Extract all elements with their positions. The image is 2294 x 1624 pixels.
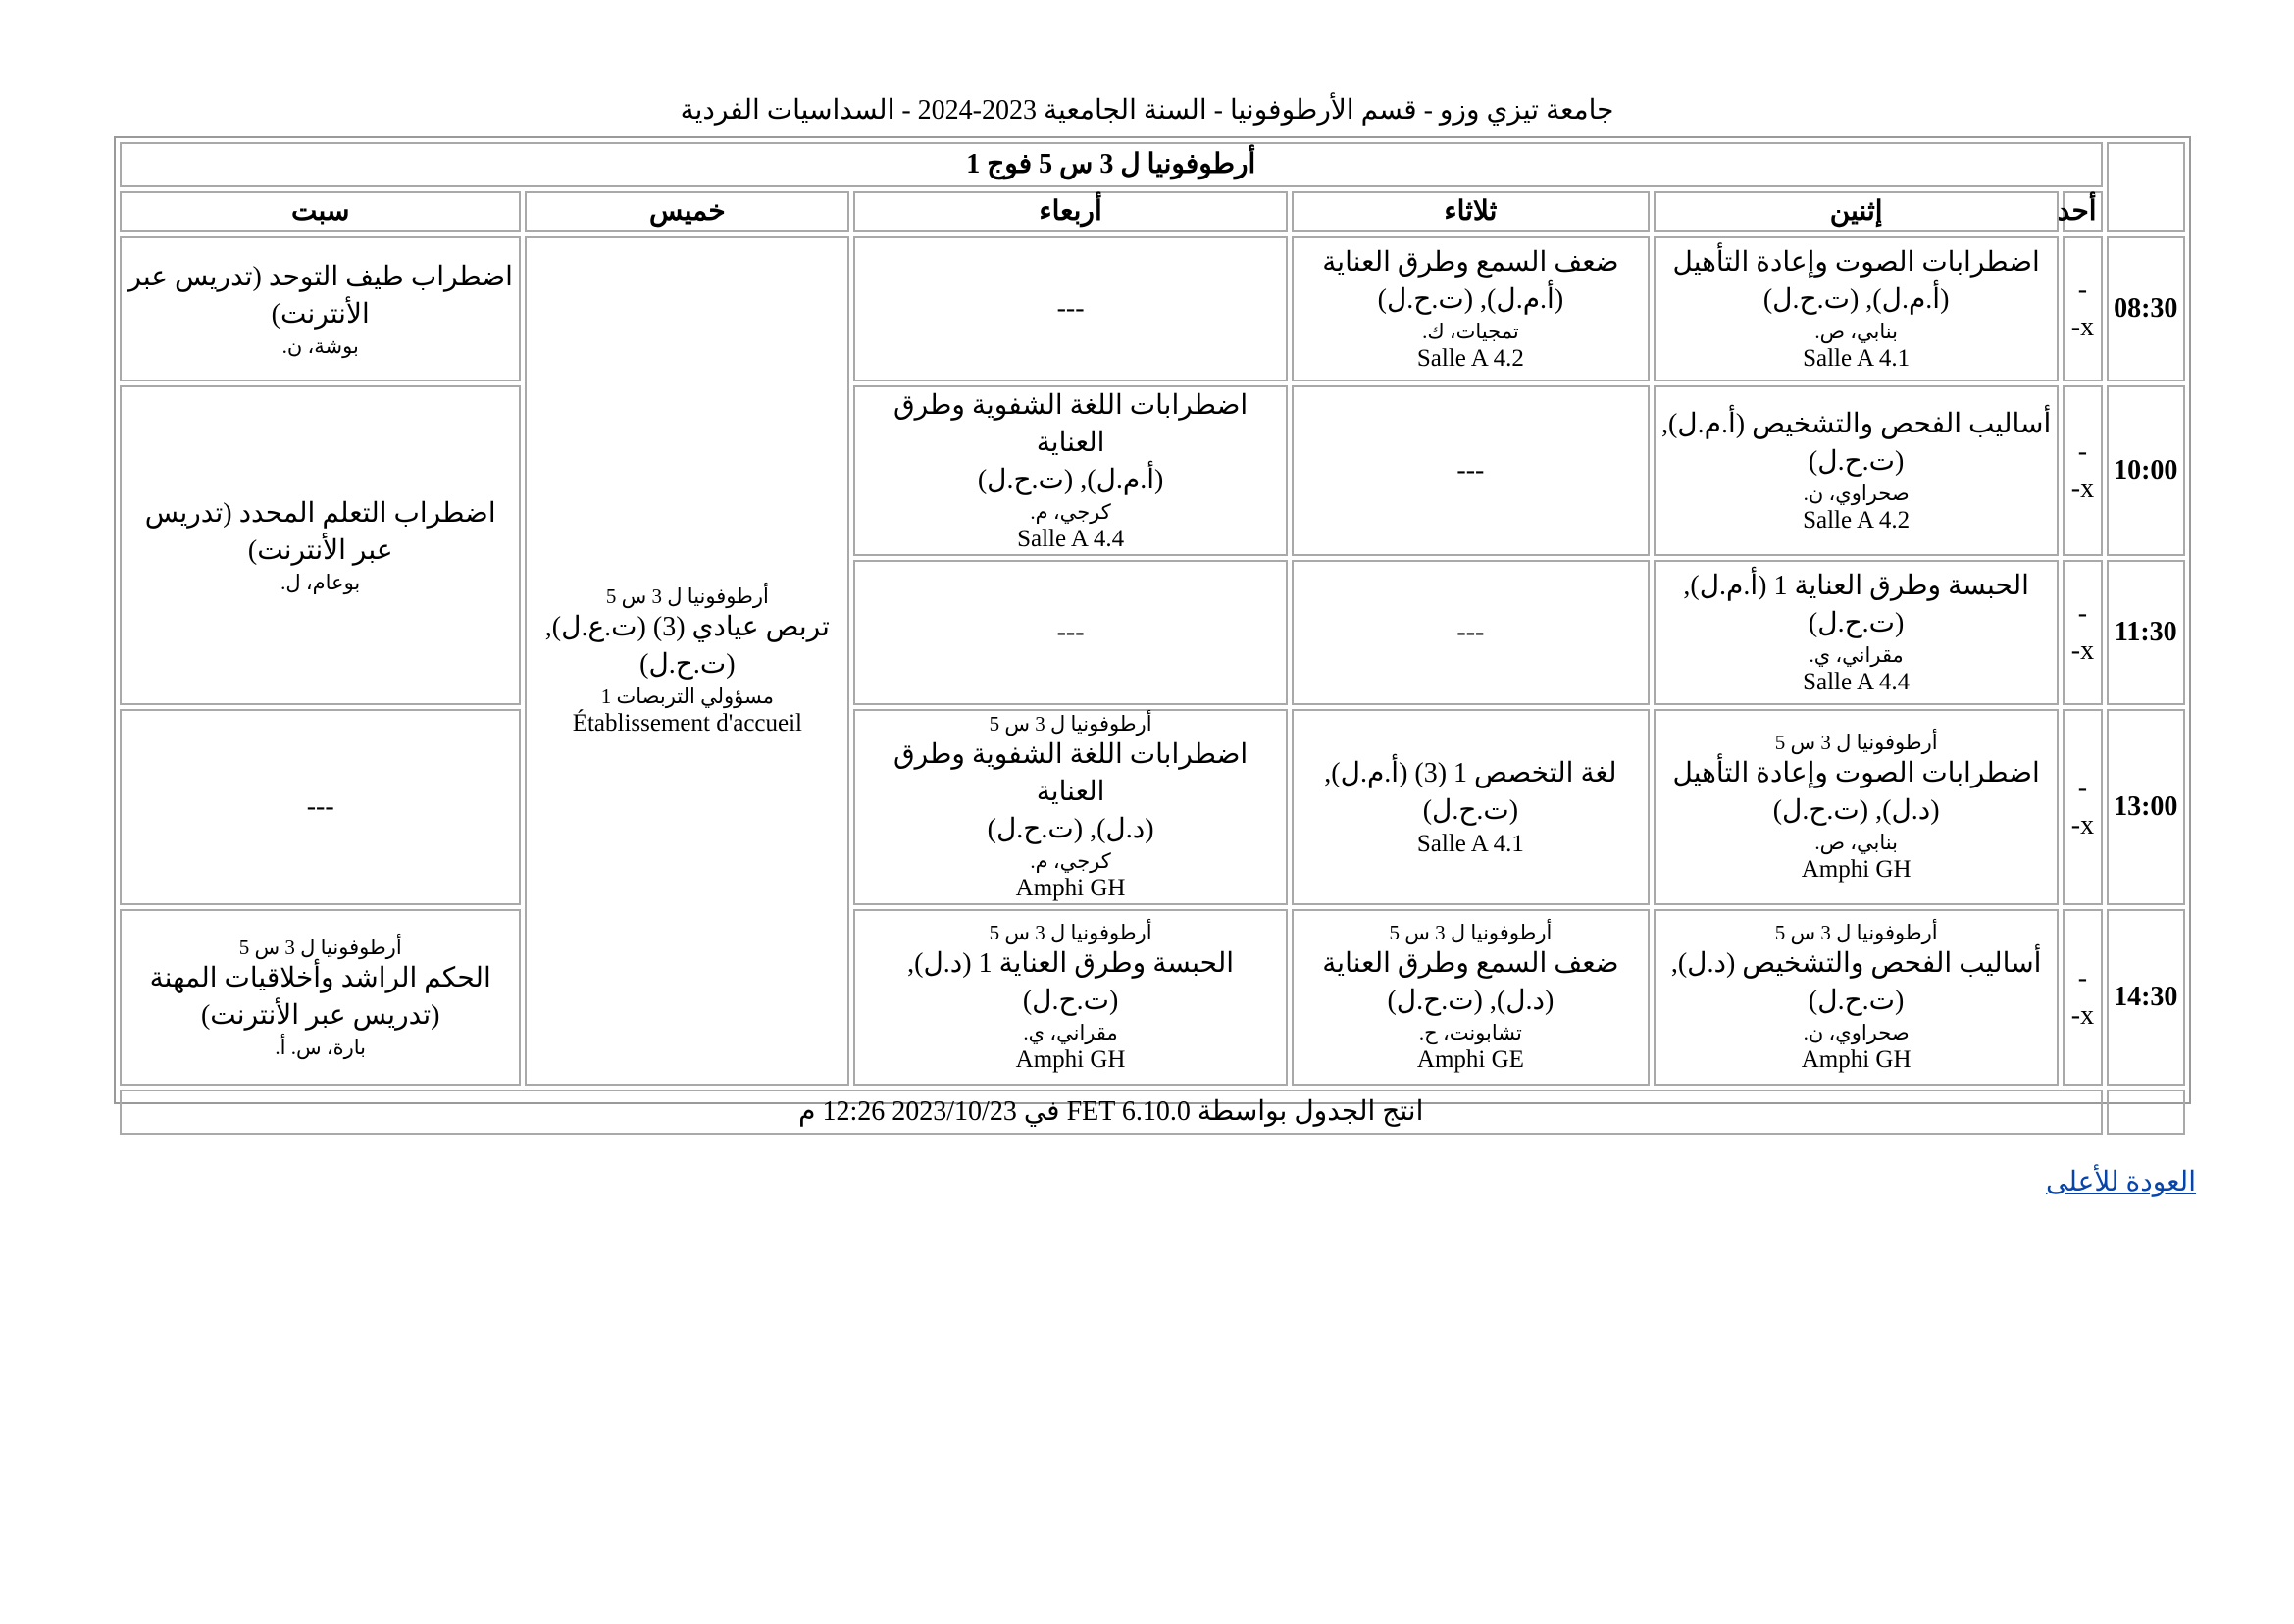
teacher: صحراوي، ن.: [1803, 1021, 1910, 1044]
generated-footer: انتج الجدول بواسطة FET 6.10.0 في 2023/10/23 12:26 م: [120, 1090, 2103, 1135]
room: Amphi GH: [1015, 1046, 1126, 1073]
room: Établissement d'accueil: [572, 710, 802, 736]
class-cell: [1654, 385, 2059, 556]
subject: اضطرابات اللغة الشفوية وطرق العناية: [892, 739, 1249, 807]
class-cell: [1292, 709, 1650, 905]
group-title: أرطوفونيا ل 3 س 5 فوج 1: [120, 142, 2103, 187]
class-cell: [120, 909, 521, 1086]
empty-cell: ---: [1292, 385, 1650, 556]
subject: لغة التخصص 1 (3) (أ.م.ل),: [1324, 758, 1617, 788]
group-label: أرطوفونيا ل 3 س 5: [1774, 731, 1938, 754]
class-type: (ت.ح.ل): [1422, 795, 1519, 826]
class-cell: [1292, 909, 1650, 1086]
day-header-tuesday: ثلاثاء: [1292, 191, 1650, 232]
teacher: مسؤولي التربصات 1: [600, 685, 774, 708]
corner-cell: [2107, 142, 2185, 232]
subject: ضعف السمع وطرق العناية: [1322, 247, 1619, 278]
subject: اضطرابات الصوت وإعادة التأهيل: [1672, 758, 2040, 788]
room: Amphi GE: [1416, 1046, 1524, 1073]
subject: اضطرابات اللغة الشفوية وطرق العناية: [892, 390, 1249, 458]
room: Salle A 4.2: [1416, 345, 1524, 372]
subject: الحبسة وطرق العناية 1 (د.ل), (ت.ح.ل): [907, 948, 1235, 1016]
teacher: بنابي، ص.: [1814, 320, 1898, 343]
class-type: (أ.م.ل), (ت.ح.ل): [1377, 284, 1564, 315]
empty-cell: ---: [853, 236, 1288, 381]
subject: أساليب الفحص والتشخيص (د.ل),: [1670, 948, 2042, 979]
class-cell-thursday-internship: [525, 236, 849, 1086]
group-label: أرطوفونيا ل 3 س 5: [989, 712, 1152, 736]
teacher: تمجيات، ك.: [1422, 320, 1519, 343]
class-cell: [853, 385, 1288, 556]
day-header-monday: إثنين: [1654, 191, 2059, 232]
teacher: بوعام، ل.: [280, 571, 361, 594]
empty-cell: ---: [1292, 560, 1650, 705]
teacher: مقراني، ي.: [1023, 1021, 1118, 1044]
class-type: (ت.ح.ل): [639, 649, 736, 680]
subject: اضطرابات الصوت وإعادة التأهيل: [1672, 247, 2040, 278]
class-type: (أ.م.ل), (ت.ح.ل): [977, 465, 1164, 495]
teacher: بنابي، ص.: [1814, 831, 1898, 854]
teacher: كرجي، م.: [1030, 500, 1111, 524]
teacher: كرجي، م.: [1030, 849, 1111, 873]
class-type: (د.ل), (ت.ح.ل): [987, 814, 1154, 844]
time-slot: 08:30: [2107, 236, 2185, 381]
class-cell: [853, 709, 1288, 905]
day-header-wednesday: أربعاء: [853, 191, 1288, 232]
class-type: (أ.م.ل), (ت.ح.ل): [1762, 284, 1950, 315]
no-class-marker: -x-: [2063, 709, 2102, 905]
subject: الحكم الراشد وأخلاقيات المهنة (تدريس عبر الأنترنت): [149, 963, 491, 1031]
room: Amphi GH: [1801, 1046, 1912, 1073]
room: Salle A 4.1: [1416, 831, 1524, 857]
no-class-marker: -x-: [2063, 236, 2102, 381]
subject: اضطراب طيف التوحد (تدريس عبر الأنترنت): [127, 262, 513, 330]
subject: تربص عيادي (3) (ت.ع.ل),: [544, 612, 830, 642]
empty-cell: ---: [120, 709, 521, 905]
timetable: [116, 138, 2189, 1139]
class-type: (د.ل), (ت.ح.ل): [1772, 795, 1940, 826]
teacher: بوشة، ن.: [281, 334, 359, 358]
no-class-marker: -x-: [2063, 560, 2102, 705]
page-caption: جامعة تيزي وزو - قسم الأرطوفونيا - السنة الجامعية 2023-2024 - السداسيات الفردية: [680, 95, 1614, 126]
room: Salle A 4.2: [1803, 507, 1911, 533]
teacher: بارة، س. أ.: [275, 1036, 367, 1059]
class-cell: [120, 236, 521, 381]
subject: ضعف السمع وطرق العناية: [1322, 948, 1619, 979]
room: Salle A 4.4: [1803, 669, 1911, 695]
room: Salle A 4.4: [1017, 526, 1125, 552]
class-cell: [1292, 236, 1650, 381]
day-header-sunday: أحد: [2063, 191, 2102, 232]
class-type: (ت.ح.ل): [1808, 986, 1905, 1016]
time-slot: 13:00: [2107, 709, 2185, 905]
class-cell: [1654, 909, 2059, 1086]
time-slot: 10:00: [2107, 385, 2185, 556]
group-label: أرطوفونيا ل 3 س 5: [238, 936, 402, 959]
group-label: أرطوفونيا ل 3 س 5: [989, 921, 1152, 944]
group-label: أرطوفونيا ل 3 س 5: [605, 584, 769, 608]
group-label: أرطوفونيا ل 3 س 5: [1774, 921, 1938, 944]
class-type: (ت.ح.ل): [1808, 608, 1905, 638]
time-slot: 14:30: [2107, 909, 2185, 1086]
class-cell: [1654, 709, 2059, 905]
room: Salle A 4.1: [1803, 345, 1911, 372]
class-cell: [1654, 560, 2059, 705]
class-type: (ت.ح.ل): [1808, 446, 1905, 477]
time-slot: 11:30: [2107, 560, 2185, 705]
teacher: صحراوي، ن.: [1803, 482, 1910, 505]
subject: اضطراب التعلم المحدد (تدريس عبر الأنترنت): [144, 498, 496, 566]
back-to-top-link[interactable]: العودة للأعلى: [2046, 1167, 2196, 1197]
class-cell: [1654, 236, 2059, 381]
day-header-thursday: خميس: [525, 191, 849, 232]
room: Amphi GH: [1801, 856, 1912, 883]
footer-corner-cell: [2107, 1090, 2185, 1135]
class-type: (د.ل), (ت.ح.ل): [1387, 986, 1555, 1016]
teacher: تشابونت، ح.: [1418, 1021, 1522, 1044]
group-label: أرطوفونيا ل 3 س 5: [1389, 921, 1553, 944]
day-header-saturday: سبت: [120, 191, 521, 232]
subject: الحبسة وطرق العناية 1 (أ.م.ل),: [1683, 571, 2029, 601]
room: Amphi GH: [1015, 875, 1126, 901]
empty-cell: ---: [853, 560, 1288, 705]
no-class-marker: -x-: [2063, 385, 2102, 556]
no-class-marker: -x-: [2063, 909, 2102, 1086]
subject: أساليب الفحص والتشخيص (أ.م.ل),: [1660, 409, 2052, 439]
teacher: مقراني، ي.: [1809, 643, 1904, 667]
class-cell: [853, 909, 1288, 1086]
class-cell: [120, 385, 521, 705]
